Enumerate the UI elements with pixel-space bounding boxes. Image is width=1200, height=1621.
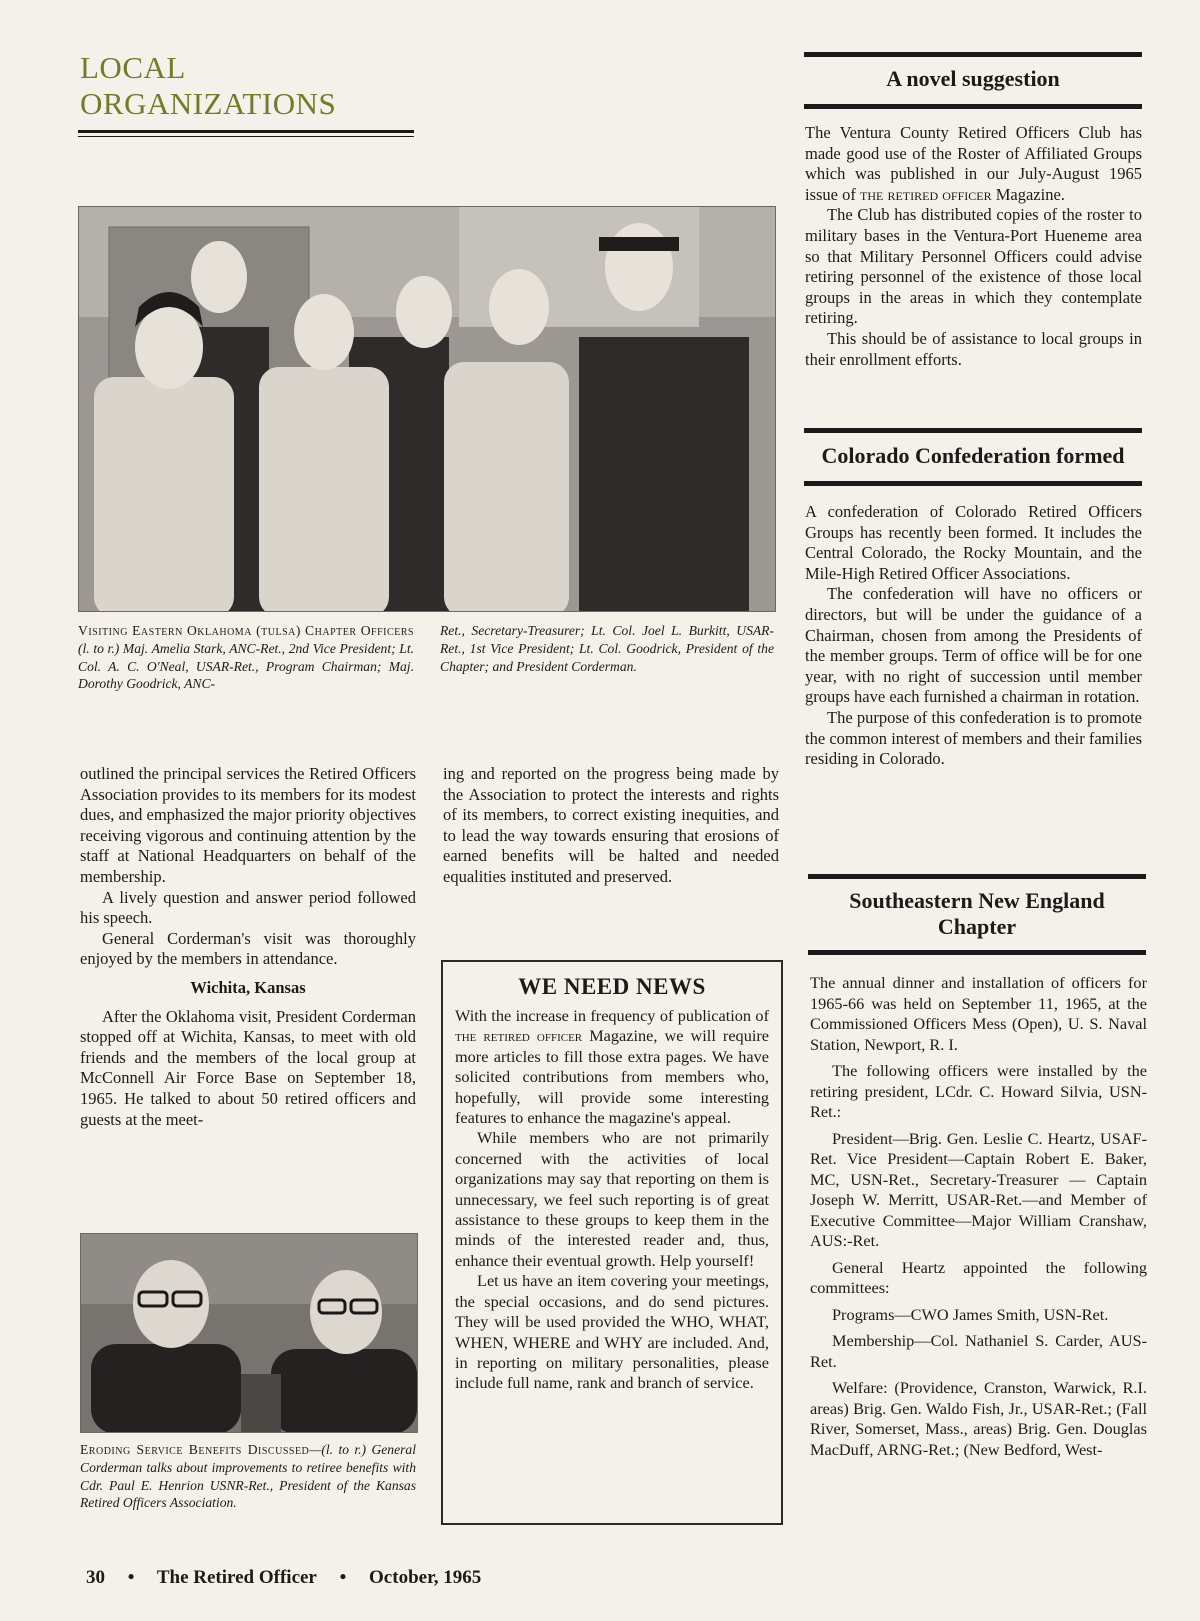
caption-body-left: (l. to r.) Maj. Amelia Stark, ANC-Ret., 2nd Vice President; Lt. Col. A. C. O'Neal, USAR-Ret., Program Chairman; Maj. Dorothy Goodrick, ANC- bbox=[78, 640, 414, 692]
footer-bullet-1: • bbox=[127, 1567, 135, 1588]
footer-bullet-2: • bbox=[339, 1567, 347, 1588]
s3-p7: Welfare: (Providence, Cranston, Warwick, R.I. areas) Brig. Gen. Waldo Fish, Jr., USAR-Ret.; (Fall River, Somerset, Mass., areas) Brig. Gen. Douglas MacDuff, ARNG-Ret.; (New Bedford, West- bbox=[810, 1378, 1147, 1459]
we-need-news-box bbox=[441, 960, 783, 1525]
s3-p6: Membership—Col. Nathaniel S. Carder, AUS-Ret. bbox=[810, 1331, 1147, 1371]
s3-p5: Programs—CWO James Smith, USN-Ret. bbox=[832, 1304, 1109, 1324]
mid-p1: ing and reported on the progress being made by the Association to protect the interests and rights of its members, to correct existing inequities, and to lead the way towards ensuring that erosions of earned benefits will be halted and needed equalities instituted and preserved. bbox=[443, 764, 779, 886]
news-p2: While members who are not primarily concerned with the activities of local organizations may say that reporting on them is unnecessary, we feel such reporting is of great assistance to these groups to keep them in the minds of the interested reader and, thus, enhance their eventual growth. Help yourself! bbox=[455, 1128, 769, 1270]
page-footer bbox=[86, 1567, 499, 1589]
rule-h1-top bbox=[804, 52, 1142, 57]
heading-novel-suggestion: A novel suggestion bbox=[886, 66, 1060, 91]
caption-lead: Visiting Eastern Oklahoma (tulsa) Chapter Officers bbox=[78, 623, 414, 638]
news-p3: Let us have an item covering your meetings, the special occasions, and do send pictures. They will be used provided the WHO, WHAT, WHEN, WHERE and WHY are included. And, in reporting on military personalities, please include full name, rank and branch of service. bbox=[455, 1271, 769, 1393]
benefits-photo-illustration bbox=[81, 1234, 417, 1432]
title-rule-thin bbox=[78, 136, 414, 137]
rule-h3-top bbox=[808, 874, 1146, 879]
subhead-wichita: Wichita, Kansas bbox=[190, 977, 306, 997]
rule-h1-bottom bbox=[804, 104, 1142, 109]
benefits-photo-caption bbox=[80, 1441, 416, 1512]
news-p1 bbox=[455, 1006, 769, 1128]
s1-p1-magazine: the retired officer bbox=[860, 184, 992, 204]
rule-h3-bottom bbox=[808, 950, 1146, 955]
news-box-body bbox=[455, 1006, 769, 1394]
s1-p1 bbox=[805, 123, 1142, 205]
benefits-photo bbox=[80, 1233, 418, 1433]
section-title: LOCAL ORGANIZATIONS bbox=[80, 50, 337, 121]
left-column bbox=[80, 764, 416, 1130]
s2-p3: The purpose of this confederation is to promote the common interest of members and their families residing in Colorado. bbox=[805, 707, 1142, 769]
s1-p1-post: Magazine. bbox=[991, 184, 1065, 204]
middle-column bbox=[443, 764, 779, 888]
s3-p3: President—Brig. Gen. Leslie C. Heartz, USAF-Ret. Vice President—Captain Robert E. Baker, MC, USN-Ret., Secretary-Treasurer — Captain Joseph W. Merritt, USAR-Ret.—and Member of Executive Committee—Major William Cranshaw, AUS:-Ret. bbox=[810, 1128, 1147, 1250]
s1-p1-pre: The Ventura County Retired Officers Club has made good use of the Roster of Affiliated Groups which was published in our July-August 1965 issue of bbox=[805, 123, 1142, 204]
left-p1: outlined the principal services the Retired Officers Association provides to its members for its modest dues, and emphasized the major priority objectives receiving vigorous and continuing attention by the staff at National Headquarters on behalf of the membership. bbox=[80, 764, 416, 886]
left-p3: General Corderman's visit was thoroughly enjoyed by the members in attendance. bbox=[80, 928, 416, 969]
news-box-title: WE NEED NEWS bbox=[518, 974, 706, 999]
footer-date: October, 1965 bbox=[369, 1567, 482, 1588]
s2-p1: A confederation of Colorado Retired Officers Groups has recently been formed. It includes the Central Colorado, the Rocky Mountain, and the Mile-High Retired Officer Associations. bbox=[805, 502, 1142, 583]
s3-p2: The following officers were installed by the retiring president, LCdr. C. Howard Silvia, USN-Ret.: bbox=[810, 1061, 1147, 1121]
group-photo-caption-left bbox=[78, 622, 414, 693]
heading-southeastern: Southeastern New England Chapter bbox=[849, 888, 1105, 939]
news-p1-magazine: the retired officer bbox=[455, 1026, 583, 1046]
s2-p2: The confederation will have no officers or directors, but will be under the guidance of a Chairman, chosen from among the Presidents of the member groups. Term of office will be for one year, with no right of succession until member groups have each furnished a chairman in rotation. bbox=[805, 584, 1142, 707]
left-p2: A lively question and answer period followed his speech. bbox=[80, 887, 416, 928]
s3-p1: The annual dinner and installation of officers for 1965-66 was held on September 11, 1965, at the Commissioned Officers Mess (Open), U. S. Naval Station, Newport, R. I. bbox=[810, 973, 1147, 1054]
rule-h2-bottom bbox=[804, 481, 1142, 486]
southeastern-body bbox=[810, 973, 1147, 1460]
caption2-lead: Eroding Service Benefits Discussed bbox=[80, 1442, 310, 1457]
footer-magazine: The Retired Officer bbox=[156, 1567, 317, 1588]
page-number: 30 bbox=[86, 1567, 105, 1588]
news-p1-post: Magazine, we will require more articles to fill those extra pages. We have solicited contributions from members who, hopefully, will provide some interesting features to enhance the magazine's appeal. bbox=[455, 1026, 770, 1128]
left-p4: After the Oklahoma visit, President Corderman stopped off at Wichita, Kansas, to meet with old friends and the members of the local group at McConnell Air Force Base on September 18, 1965. He talked to about 50 retired officers and guests at the meet- bbox=[80, 1006, 416, 1129]
news-p1-pre: With the increase in frequency of publication of bbox=[455, 1006, 769, 1025]
colorado-body bbox=[805, 502, 1142, 770]
s1-p3: This should be of assistance to local groups in their enrollment efforts. bbox=[805, 328, 1142, 369]
heading-colorado: Colorado Confederation formed bbox=[821, 443, 1125, 468]
group-photo-illustration bbox=[79, 207, 775, 611]
s3-p4: General Heartz appointed the following committees: bbox=[810, 1257, 1147, 1297]
group-photo-caption-right: Ret., Secretary-Treasurer; Lt. Col. Joel L. Burkitt, USAR-Ret., 1st Vice President; Lt. Col. Goodrick, President of the Chapter; and President Corderman. bbox=[440, 623, 774, 674]
novel-suggestion-body bbox=[805, 123, 1142, 370]
rule-h2-top bbox=[804, 428, 1142, 433]
caption2-body: —(l. to r.) General Corderman talks about improvements to retiree benefits with Cdr. Paul E. Henrion USNR-Ret., President of the Kansas Retired Officers Association. bbox=[80, 1442, 416, 1511]
group-photo bbox=[78, 206, 776, 612]
s1-p2: The Club has distributed copies of the roster to military bases in the Ventura-Port Hueneme area so that Military Personnel Officers could advise retiring personnel of the existence of those local groups in the areas in which they contemplate retiring. bbox=[805, 205, 1142, 328]
title-rule bbox=[78, 130, 414, 133]
